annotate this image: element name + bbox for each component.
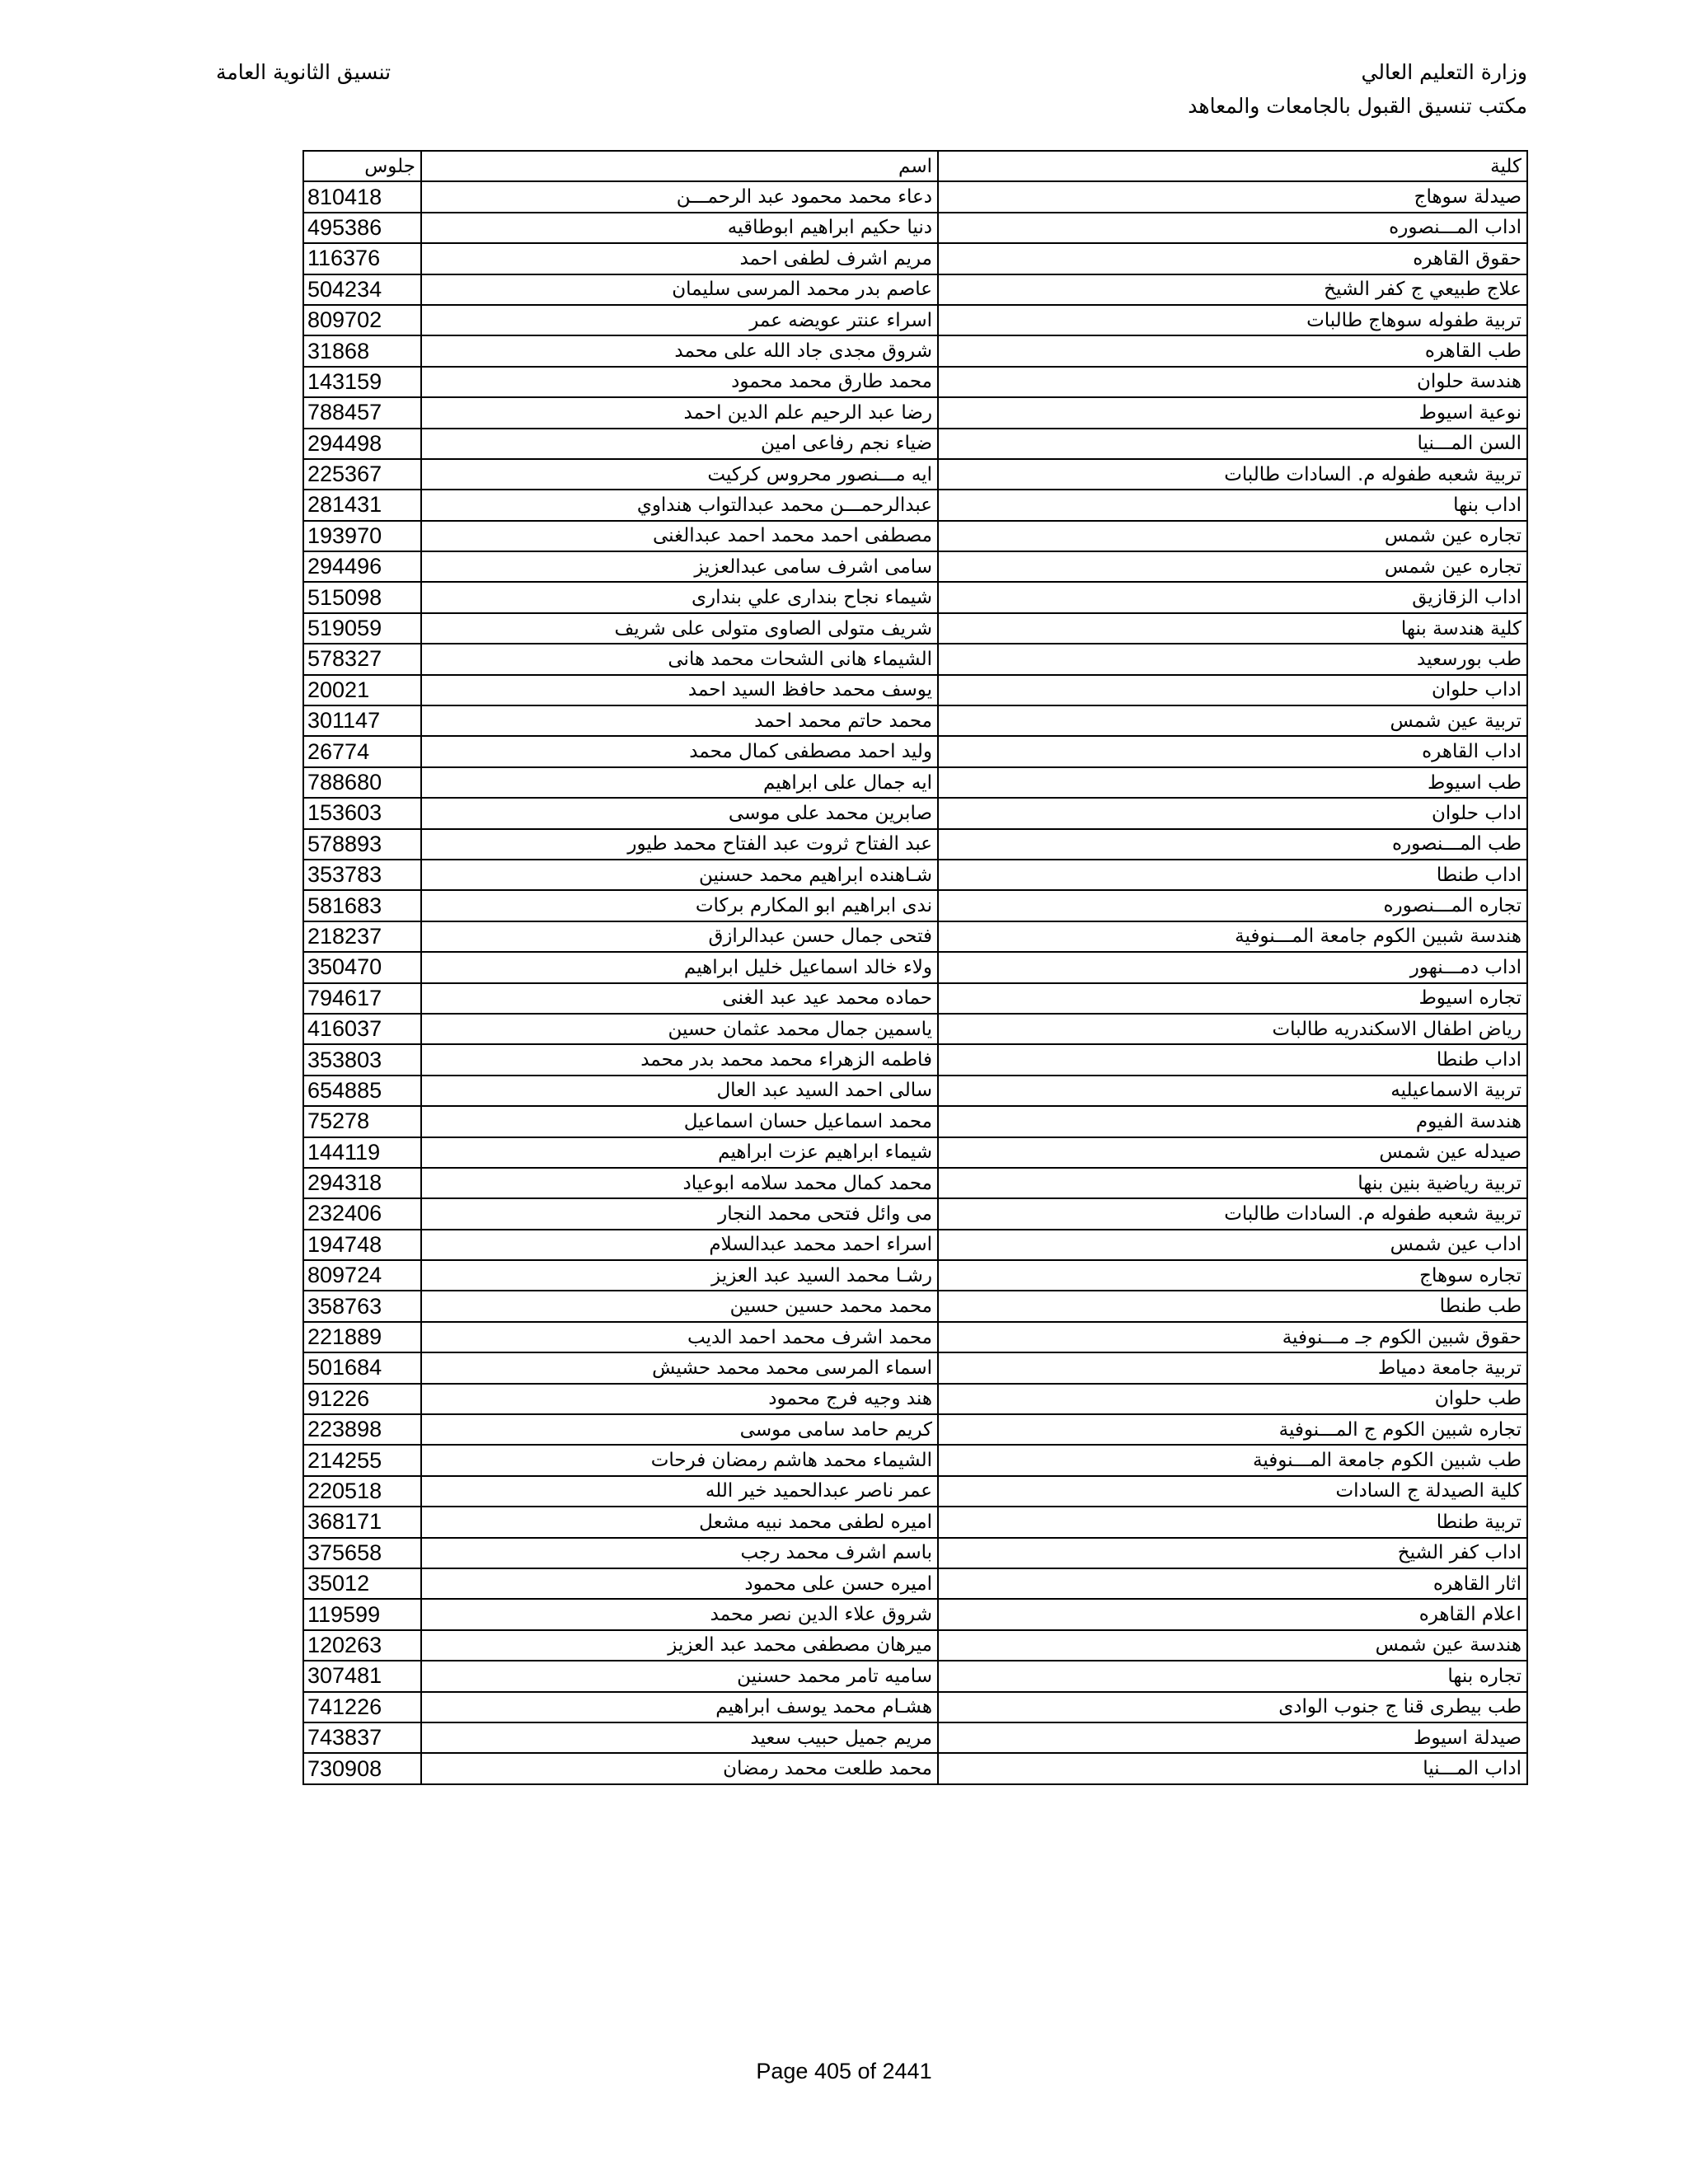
table-row	[303, 367, 1527, 397]
faculty-cell: اداب القاهره	[938, 736, 1527, 766]
faculty-cell: رياض اطفال الاسكندريه طالبات	[938, 1014, 1527, 1044]
faculty-cell: اداب الزقازيق	[938, 582, 1527, 612]
column-header-seat: جلوس	[303, 151, 421, 181]
table-row	[303, 335, 1527, 366]
table-row	[303, 1476, 1527, 1507]
seat-cell: 153603	[303, 798, 421, 828]
page-number: Page 405 of 2441	[756, 2059, 932, 2083]
column-header-faculty: كلية	[938, 151, 1527, 181]
name-cell: الشيماء محمد هاشم رمضان فرحات	[421, 1445, 938, 1475]
table-row	[303, 305, 1527, 335]
seat-cell: 578893	[303, 829, 421, 860]
name-cell: رشـا محمد السيد عبد العزيز	[421, 1260, 938, 1291]
seat-cell: 654885	[303, 1076, 421, 1106]
faculty-cell: اداب طنطا	[938, 1044, 1527, 1075]
faculty-cell: طب طنطا	[938, 1291, 1527, 1321]
table-row	[303, 705, 1527, 736]
table-header-row	[303, 151, 1527, 181]
seat-cell: 307481	[303, 1661, 421, 1691]
table-row	[303, 459, 1527, 490]
seat-cell: 220518	[303, 1476, 421, 1507]
name-cell: شيماء نجاح بندارى علي بندارى	[421, 582, 938, 612]
faculty-cell: كلية هندسة بنها	[938, 613, 1527, 644]
seat-cell: 294496	[303, 551, 421, 582]
faculty-cell: علاج طبيعي ج كفر الشيخ	[938, 274, 1527, 305]
name-cell: اميره حسن على محمود	[421, 1568, 938, 1599]
name-cell: عمر ناصر عبدالحميد خير الله	[421, 1476, 938, 1507]
faculty-cell: تربية شعبه طفوله م. السادات طالبات	[938, 1198, 1527, 1229]
seat-cell: 26774	[303, 736, 421, 766]
table-row	[303, 1137, 1527, 1168]
seat-cell: 794617	[303, 983, 421, 1014]
faculty-cell: طب بورسعيد	[938, 644, 1527, 674]
seat-cell: 743837	[303, 1722, 421, 1753]
header-title: تنسيق الثانوية العامة	[216, 60, 392, 84]
name-cell: اسماء المرسى محمد محمد حشيش	[421, 1352, 938, 1383]
name-cell: ندى ابراهيم ابو المكارم بركات	[421, 890, 938, 921]
table-row	[303, 1630, 1527, 1661]
faculty-cell: طب شبين الكوم جامعة المـــنوفية	[938, 1445, 1527, 1475]
seat-cell: 353783	[303, 860, 421, 890]
faculty-cell: اعلام القاهره	[938, 1599, 1527, 1629]
seat-cell: 788680	[303, 767, 421, 798]
table-row	[303, 1014, 1527, 1044]
name-cell: مى وائل فتحى محمد النجار	[421, 1198, 938, 1229]
table-row	[303, 1260, 1527, 1291]
seat-cell: 143159	[303, 367, 421, 397]
name-cell: اسراء عنتر عويضه عمر	[421, 305, 938, 335]
seat-cell: 144119	[303, 1137, 421, 1168]
seat-cell: 120263	[303, 1630, 421, 1661]
seat-cell: 218237	[303, 921, 421, 952]
seat-cell: 416037	[303, 1014, 421, 1044]
name-cell: محمد محمد حسين حسين	[421, 1291, 938, 1321]
table-row	[303, 675, 1527, 705]
table-row	[303, 890, 1527, 921]
name-cell: اسراء احمد محمد عبدالسلام	[421, 1230, 938, 1260]
name-cell: محمد اشرف محمد احمد الديب	[421, 1322, 938, 1352]
header-office: مكتب تنسيق القبول بالجامعات والمعاهد	[1188, 94, 1527, 118]
name-cell: ايه مـــنصور محروس كركيت	[421, 459, 938, 490]
seat-cell: 294498	[303, 429, 421, 459]
name-cell: ضياء نجم رفاعى امين	[421, 429, 938, 459]
table-row	[303, 952, 1527, 982]
seat-cell: 193970	[303, 521, 421, 551]
faculty-cell: هندسة عين شمس	[938, 1630, 1527, 1661]
name-cell: ياسمين جمال محمد عثمان حسين	[421, 1014, 938, 1044]
faculty-cell: تربية الاسماعيليه	[938, 1076, 1527, 1106]
seat-cell: 741226	[303, 1692, 421, 1722]
seat-cell: 504234	[303, 274, 421, 305]
faculty-cell: تربية طنطا	[938, 1507, 1527, 1537]
table-row	[303, 613, 1527, 644]
seat-cell: 119599	[303, 1599, 421, 1629]
seat-cell: 353803	[303, 1044, 421, 1075]
name-cell: ولاء خالد اسماعيل خليل ابراهيم	[421, 952, 938, 982]
table-row	[303, 1538, 1527, 1568]
faculty-cell: اداب دمـــنهور	[938, 952, 1527, 982]
faculty-cell: اداب المـــنصوره	[938, 213, 1527, 243]
faculty-cell: طب بيطرى قنا ج جنوب الوادى	[938, 1692, 1527, 1722]
faculty-cell: تربية شعبه طفوله م. السادات طالبات	[938, 459, 1527, 490]
seat-cell: 578327	[303, 644, 421, 674]
header-ministry: وزارة التعليم العالي	[1361, 60, 1527, 84]
name-cell: صابرين محمد على موسى	[421, 798, 938, 828]
table-row	[303, 860, 1527, 890]
table-row	[303, 983, 1527, 1014]
seat-cell: 301147	[303, 705, 421, 736]
faculty-cell: صيدلة سوهاج	[938, 181, 1527, 212]
seat-cell: 375658	[303, 1538, 421, 1568]
faculty-cell: هندسة شبين الكوم جامعة المـــنوفية	[938, 921, 1527, 952]
name-cell: عاصم بدر محمد المرسى سليمان	[421, 274, 938, 305]
table-row	[303, 181, 1527, 212]
faculty-cell: كلية الصيدلة ج السادات	[938, 1476, 1527, 1507]
name-cell: فاطمه الزهراء محمد محمد بدر محمد	[421, 1044, 938, 1075]
seat-cell: 519059	[303, 613, 421, 644]
table-row	[303, 1168, 1527, 1198]
name-cell: ايه جمال على ابراهيم	[421, 767, 938, 798]
seat-cell: 294318	[303, 1168, 421, 1198]
table-row	[303, 551, 1527, 582]
table-row	[303, 274, 1527, 305]
seat-cell: 495386	[303, 213, 421, 243]
faculty-cell: طب اسيوط	[938, 767, 1527, 798]
column-header-name: اسم	[421, 151, 938, 181]
name-cell: محمد اسماعيل حسان اسماعيل	[421, 1106, 938, 1137]
seat-cell: 223898	[303, 1414, 421, 1445]
seat-cell: 809724	[303, 1260, 421, 1291]
results-table	[302, 150, 1528, 1785]
faculty-cell: اداب حلوان	[938, 798, 1527, 828]
table-row	[303, 1322, 1527, 1352]
name-cell: عبدالرحمـــن محمد عبدالتواب هنداوي	[421, 490, 938, 520]
name-cell: فتحى جمال حسن عبدالرازق	[421, 921, 938, 952]
faculty-cell: تربية جامعة دمياط	[938, 1352, 1527, 1383]
seat-cell: 20021	[303, 675, 421, 705]
faculty-cell: صيدلة اسيوط	[938, 1722, 1527, 1753]
faculty-cell: تجاره عين شمس	[938, 551, 1527, 582]
seat-cell: 350470	[303, 952, 421, 982]
faculty-cell: اداب كفر الشيخ	[938, 1538, 1527, 1568]
seat-cell: 358763	[303, 1291, 421, 1321]
faculty-cell: حقوق القاهره	[938, 243, 1527, 274]
faculty-cell: اداب بنها	[938, 490, 1527, 520]
name-cell: وليد احمد مصطفى كمال محمد	[421, 736, 938, 766]
table-row	[303, 1384, 1527, 1414]
faculty-cell: اداب المـــنيا	[938, 1753, 1527, 1783]
table-row	[303, 1106, 1527, 1137]
faculty-cell: صيدله عين شمس	[938, 1137, 1527, 1168]
faculty-cell: اثار القاهره	[938, 1568, 1527, 1599]
table-row	[303, 1507, 1527, 1537]
faculty-cell: تجاره المـــنصوره	[938, 890, 1527, 921]
faculty-cell: هندسة الفيوم	[938, 1106, 1527, 1137]
seat-cell: 788457	[303, 397, 421, 428]
seat-cell: 116376	[303, 243, 421, 274]
table-row	[303, 1044, 1527, 1075]
table-row	[303, 1198, 1527, 1229]
table-row	[303, 736, 1527, 766]
table-row	[303, 1661, 1527, 1691]
seat-cell: 730908	[303, 1753, 421, 1783]
table-row	[303, 1568, 1527, 1599]
table-row	[303, 1352, 1527, 1383]
seat-cell: 232406	[303, 1198, 421, 1229]
table-row	[303, 798, 1527, 828]
name-cell: حماده محمد عيد عبد الغنى	[421, 983, 938, 1014]
name-cell: هند وجيه فرج محمود	[421, 1384, 938, 1414]
table-row	[303, 213, 1527, 243]
faculty-cell: طب حلوان	[938, 1384, 1527, 1414]
name-cell: سامى اشرف سامى عبدالعزيز	[421, 551, 938, 582]
table-row	[303, 521, 1527, 551]
faculty-cell: اداب حلوان	[938, 675, 1527, 705]
faculty-cell: طب المـــنصوره	[938, 829, 1527, 860]
table-row	[303, 644, 1527, 674]
faculty-cell: السن المـــنيا	[938, 429, 1527, 459]
name-cell: الشيماء هانى الشحات محمد هانى	[421, 644, 938, 674]
table-row	[303, 429, 1527, 459]
seat-cell: 809702	[303, 305, 421, 335]
table-row	[303, 921, 1527, 952]
name-cell: محمد طلعت محمد رمضان	[421, 1753, 938, 1783]
name-cell: محمد حاتم محمد احمد	[421, 705, 938, 736]
table-row	[303, 1722, 1527, 1753]
table-row	[303, 243, 1527, 274]
table-row	[303, 829, 1527, 860]
seat-cell: 515098	[303, 582, 421, 612]
faculty-cell: تجاره سوهاج	[938, 1260, 1527, 1291]
name-cell: مريم اشرف لطفى احمد	[421, 243, 938, 274]
seat-cell: 581683	[303, 890, 421, 921]
faculty-cell: تربية عين شمس	[938, 705, 1527, 736]
name-cell: ساميه تامر محمد حسنين	[421, 1661, 938, 1691]
name-cell: يوسف محمد حافظ السيد احمد	[421, 675, 938, 705]
table-row	[303, 490, 1527, 520]
table-row	[303, 1414, 1527, 1445]
seat-cell: 221889	[303, 1322, 421, 1352]
faculty-cell: طب القاهره	[938, 335, 1527, 366]
faculty-cell: نوعية اسيوط	[938, 397, 1527, 428]
name-cell: دنيا حكيم ابراهيم ابوطاقيه	[421, 213, 938, 243]
seat-cell: 75278	[303, 1106, 421, 1137]
table-row	[303, 1445, 1527, 1475]
seat-cell: 31868	[303, 335, 421, 366]
table-row	[303, 1076, 1527, 1106]
faculty-cell: تجاره اسيوط	[938, 983, 1527, 1014]
seat-cell: 35012	[303, 1568, 421, 1599]
seat-cell: 501684	[303, 1352, 421, 1383]
name-cell: شروق مجدى جاد الله على محمد	[421, 335, 938, 366]
name-cell: محمد كمال محمد سلامه ابوعياد	[421, 1168, 938, 1198]
faculty-cell: هندسة حلوان	[938, 367, 1527, 397]
table-row	[303, 582, 1527, 612]
name-cell: سالى احمد السيد عبد العال	[421, 1076, 938, 1106]
faculty-cell: حقوق شبين الكوم جـ مـــنوفية	[938, 1322, 1527, 1352]
faculty-cell: تربية رياضية بنين بنها	[938, 1168, 1527, 1198]
faculty-cell: تجاره عين شمس	[938, 521, 1527, 551]
name-cell: ميرهان مصطفى محمد عبد العزيز	[421, 1630, 938, 1661]
name-cell: محمد طارق محمد محمود	[421, 367, 938, 397]
name-cell: اميره لطفى محمد نبيه مشعل	[421, 1507, 938, 1537]
faculty-cell: تربية طفوله سوهاج طالبات	[938, 305, 1527, 335]
table-row	[303, 1692, 1527, 1722]
faculty-cell: تجاره بنها	[938, 1661, 1527, 1691]
table-row	[303, 1753, 1527, 1783]
name-cell: شيماء ابراهيم عزت ابراهيم	[421, 1137, 938, 1168]
table-row	[303, 397, 1527, 428]
seat-cell: 368171	[303, 1507, 421, 1537]
faculty-cell: تجاره شبين الكوم ج المـــنوفية	[938, 1414, 1527, 1445]
seat-cell: 91226	[303, 1384, 421, 1414]
table-row	[303, 767, 1527, 798]
seat-cell: 810418	[303, 181, 421, 212]
name-cell: شـاهنده ابراهيم محمد حسنين	[421, 860, 938, 890]
faculty-cell: اداب عين شمس	[938, 1230, 1527, 1260]
name-cell: دعاء محمد محمود عبد الرحمـــن	[421, 181, 938, 212]
name-cell: عبد الفتاح ثروت عبد الفتاح محمد طيور	[421, 829, 938, 860]
table-row	[303, 1599, 1527, 1629]
name-cell: هشـام محمد يوسف ابراهيم	[421, 1692, 938, 1722]
name-cell: باسم اشرف محمد رجب	[421, 1538, 938, 1568]
name-cell: مريم جميل حبيب سعيد	[421, 1722, 938, 1753]
name-cell: رضا عبد الرحيم علم الدين احمد	[421, 397, 938, 428]
name-cell: كريم حامد سامى موسى	[421, 1414, 938, 1445]
name-cell: شروق علاء الدين نصر محمد	[421, 1599, 938, 1629]
seat-cell: 214255	[303, 1445, 421, 1475]
seat-cell: 194748	[303, 1230, 421, 1260]
table-row	[303, 1291, 1527, 1321]
seat-cell: 225367	[303, 459, 421, 490]
seat-cell: 281431	[303, 490, 421, 520]
name-cell: مصطفى احمد محمد احمد عبدالغنى	[421, 521, 938, 551]
faculty-cell: اداب طنطا	[938, 860, 1527, 890]
table-row	[303, 1230, 1527, 1260]
name-cell: شريف متولى الصاوى متولى على شريف	[421, 613, 938, 644]
